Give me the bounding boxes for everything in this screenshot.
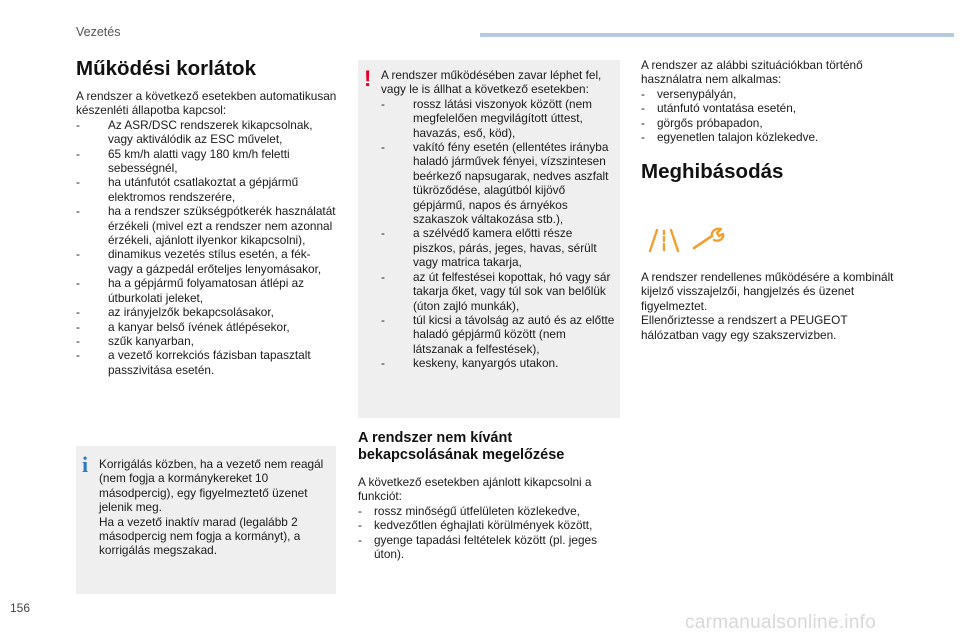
info-note-paragraph: Ha a vezető inaktív marad (legalább 2 másodpercig nem fogja a kormányt), a korrigálás megszakad. [99,514,301,558]
page-title: Működési korlátok [76,57,256,80]
limits-list [76,118,338,377]
unsuitable-list [641,87,903,145]
list-item: - egyenetlen talajon közlekedve. [641,130,903,144]
lane-keeping-icon [646,224,682,254]
warning-note-box [358,60,620,418]
list-item: - szűk kanyarban, [76,334,338,348]
list-item: - utánfutó vontatása esetén, [641,101,903,115]
info-note-paragraph: Korrigálás közben, ha a vezető nem reagál (nem fogja a kormánykereket 10 másodpercig), egy figyelmeztető üzenet jelenik meg. [99,457,324,515]
list-item: - ha a rendszer szükségpótkerék használatát érzékeli (mivel ezt a rendszer nem azonnal érzékeli, ajánlott ilyenkor kikapcsolni), [76,204,338,247]
section-title-prevention: A rendszer nem kívánt bekapcsolásának megelőzése [358,430,565,463]
watermark: carmanualsonline.info [685,612,877,633]
list-item: - rossz látási viszonyok között (nem megfelelően megvilágított úttest, havazás, eső, köd), [381,97,617,140]
info-icon: i [82,452,89,477]
limits-section [76,89,338,377]
info-note-box [76,446,336,594]
warning-exclamation-icon: ! [364,66,372,91]
header-section-label: Vezetés [76,25,121,39]
prevention-intro: A következő esetekben ajánlott kikapcsolni a funkciót: [358,475,592,504]
warning-intro: A rendszer működésében zavar léphet fel, vagy le is állhat a következő esetekben: [381,68,602,97]
list-item: - keskeny, kanyargós utakon. [381,356,617,370]
list-item: - 65 km/h alatti vagy 180 km/h feletti sebességnél, [76,147,338,176]
section-title-malfunction: Meghibásodás [641,160,784,183]
prevention-list [358,504,620,562]
prevention-section [358,475,620,561]
page-number: 156 [10,601,31,615]
unsuitable-section [641,58,903,144]
list-item: - dinamikus vezetés stílus esetén, a fék- vagy a gázpedál erőteljes lenyomásakor, [76,247,338,276]
list-item: - rossz minőségű útfelületen közlekedve, [358,504,620,518]
list-item: - görgős próbapadon, [641,116,903,130]
list-item: - ha utánfutót csatlakoztat a gépjármű elektromos rendszerére, [76,175,338,204]
list-item: - az irányjelzők bekapcsolásakor, [76,305,338,319]
malfunction-section [641,270,901,342]
list-item: - a kanyar belső ívének átlépésekor, [76,320,338,334]
list-item: - versenypályán, [641,87,903,101]
list-item: - a szélvédő kamera előtti része piszkos, párás, jeges, havas, sérült vagy matrica takarja, [381,226,617,269]
list-item: - ha a gépjármű folyamatosan átlépi az útburkolati jeleket, [76,276,338,305]
header-divider-bar [480,33,954,37]
malfunction-paragraph: A rendszer rendellenes működésére a kombinált kijelző visszajelzői, hangjelzés és üzenet figyelmeztet. [641,270,894,313]
wrench-icon [690,226,730,252]
list-item: - vakító fény esetén (ellentétes irányba haladó járművek fényei, vízszintesen beérkező napsugarak, nedves aszfalt tükröződése, alagútból kijövő gépjármű, napos és árnyékos szakaszok váltakozása stb.), [381,140,617,226]
list-item: - túl kicsi a távolság az autó és az előtte haladó gépjármű között (nem látszanak a felfestések), [381,313,617,356]
list-item: - Az ASR/DSC rendszerek kikapcsolnak, vagy aktiválódik az ESC művelet, [76,118,338,147]
warning-list [381,97,617,371]
list-item: - a vezető korrekciós fázisban tapasztalt passzivitása esetén. [76,348,338,377]
unsuitable-intro: A rendszer az alábbi szituációkban történő használatra nem alkalmas: [641,58,863,87]
list-item: - kedvezőtlen éghajlati körülmények között, [358,518,620,532]
list-item: - az út felfestései kopottak, hó vagy sár takarja őket, vagy túl sok van belőlük (úton zajló munkák), [381,270,617,313]
limits-intro: A rendszer a következő esetekben automatikusan készenléti állapotba kapcsol: [76,89,337,118]
malfunction-paragraph: Ellenőriztesse a rendszert a PEUGEOT hálózatban vagy egy szakszervizben. [641,313,848,342]
list-item: - gyenge tapadási feltételek között (pl. jeges úton). [358,533,620,562]
